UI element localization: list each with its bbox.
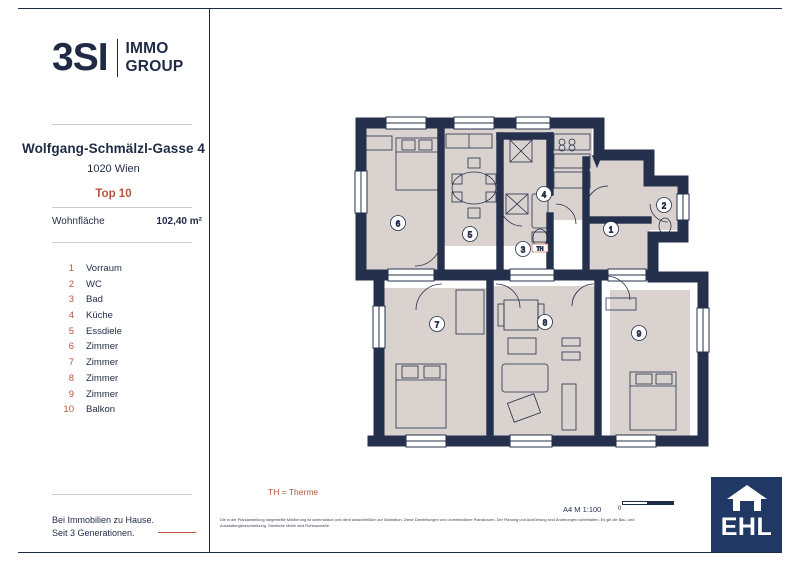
list-item xyxy=(52,374,202,384)
room-number: 5 xyxy=(68,325,74,337)
house-icon xyxy=(725,483,769,513)
scale-segment xyxy=(622,501,648,505)
svg-text:5: 5 xyxy=(467,230,473,240)
room-number: 7 xyxy=(68,357,74,369)
therme-note: TH = Therme xyxy=(268,487,319,497)
room-name: Zimmer xyxy=(86,372,119,384)
logo-3si-text: 3SI xyxy=(52,36,108,79)
divider-4 xyxy=(52,494,192,495)
svg-text:3: 3 xyxy=(520,245,526,255)
living-area-value: 102,40 m² xyxy=(156,216,202,227)
scale-zero-label: 0 xyxy=(618,506,622,512)
ehl-wordmark: EHL xyxy=(720,513,773,541)
room-number: 10 xyxy=(63,404,74,416)
scale-label: A4 M 1:100 xyxy=(563,505,602,514)
logo-divider xyxy=(117,39,118,77)
divider-1 xyxy=(52,124,192,125)
info-sidebar xyxy=(18,8,209,553)
room-legend xyxy=(52,264,202,421)
list-item xyxy=(52,327,202,337)
svg-text:8: 8 xyxy=(542,318,548,328)
svg-text:7: 7 xyxy=(434,320,440,330)
room-name: Balkon xyxy=(86,404,116,416)
logo-immo-group xyxy=(126,40,184,75)
room-number: 1 xyxy=(68,263,74,274)
plan-area xyxy=(210,8,782,553)
room-number: 2 xyxy=(68,278,74,290)
living-area-label: Wohnfläche xyxy=(52,216,105,227)
svg-text:4: 4 xyxy=(541,190,547,200)
ehl-logo xyxy=(711,477,782,552)
list-item xyxy=(52,342,202,352)
list-item xyxy=(52,390,202,400)
room-name: Vorraum xyxy=(86,263,122,274)
floorplan-drawing xyxy=(210,8,782,478)
slogan-rule xyxy=(158,532,196,533)
room-number: 8 xyxy=(68,372,74,384)
company-logo xyxy=(52,38,183,77)
logo-immo-line1: IMMO xyxy=(125,40,169,58)
room-name: Küche xyxy=(86,310,113,322)
room-name: Zimmer xyxy=(86,357,119,369)
list-item xyxy=(52,295,202,305)
divider-3 xyxy=(52,242,192,243)
scale-segment xyxy=(648,501,674,505)
list-item xyxy=(52,280,202,290)
property-address: Wolfgang-Schmälzl-Gasse 4 xyxy=(21,141,206,156)
list-item xyxy=(52,358,202,368)
room-number: 3 xyxy=(68,294,74,306)
living-area-row xyxy=(52,216,202,227)
svg-text:TH: TH xyxy=(536,246,544,253)
logo-immo-line2: GROUP xyxy=(125,57,184,75)
svg-text:6: 6 xyxy=(395,219,401,229)
list-item xyxy=(52,405,202,415)
divider-2 xyxy=(52,207,192,208)
list-item xyxy=(52,311,202,321)
plan-disclaimer: Die in der Plandarstellung dargestellte Möblierung ist schematisch und dient ausschließlich zur Illustration. Diese Darstellungen und unverbindliche Planskizzen. Der Planung und Ausführung sind Änderungen vorbehalten. Es gilt die Bau- und Ausstattungsbeschreibung. Sämtliche Maße sind Rohbaumaße. xyxy=(220,517,635,528)
svg-text:9: 9 xyxy=(636,329,642,339)
slogan-line2: Seit 3 Generationen. xyxy=(52,528,135,539)
room-number: 9 xyxy=(68,388,74,400)
room-name: Essdiele xyxy=(86,325,122,337)
room-name: Zimmer xyxy=(86,341,119,353)
property-city: 1020 Wien xyxy=(87,163,140,175)
svg-text:2: 2 xyxy=(661,201,667,211)
list-item xyxy=(52,264,202,274)
unit-label: Top 10 xyxy=(95,188,132,200)
room-name: WC xyxy=(86,278,102,290)
room-number: 6 xyxy=(68,341,74,353)
room-name: Bad xyxy=(86,294,103,306)
room-name: Zimmer xyxy=(86,388,119,400)
svg-text:1: 1 xyxy=(608,225,614,235)
scale-bar xyxy=(622,501,674,519)
slogan-line1: Bei Immobilien zu Hause. xyxy=(52,515,155,525)
company-slogan xyxy=(52,514,154,540)
room-number: 4 xyxy=(68,310,74,322)
